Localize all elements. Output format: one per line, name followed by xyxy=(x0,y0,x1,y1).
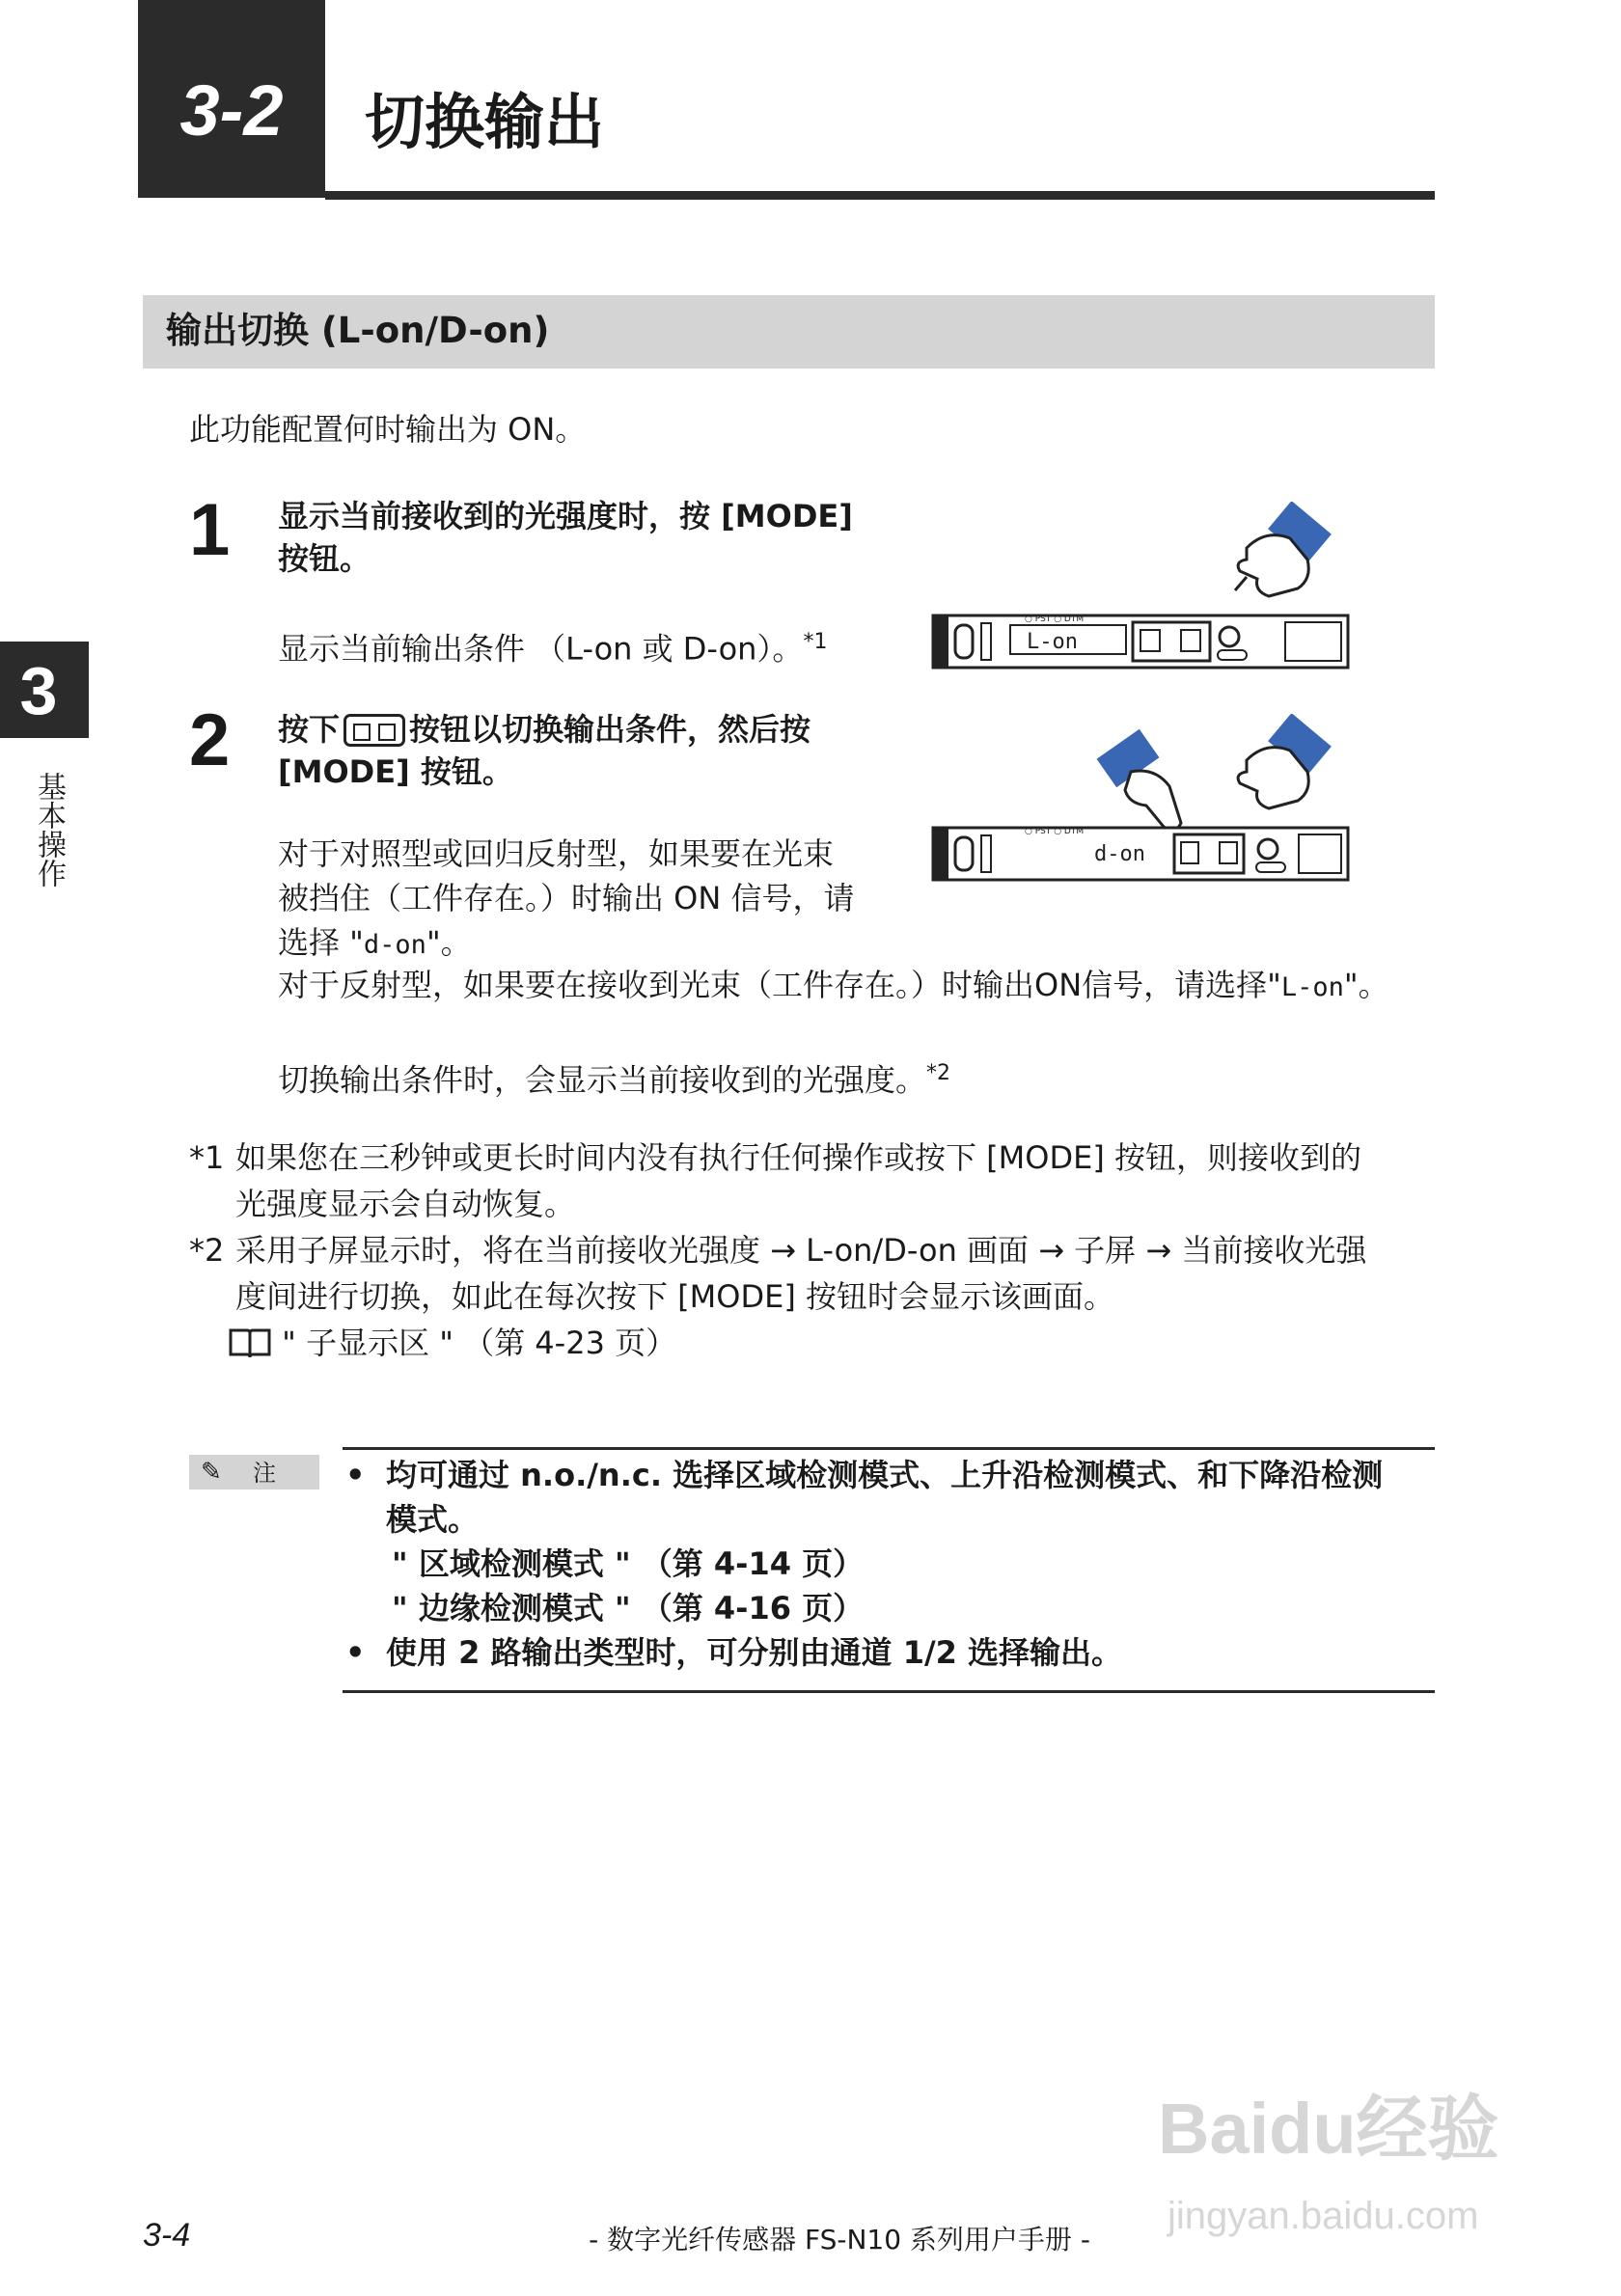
book-reference-icon xyxy=(228,1326,272,1359)
footer-title: - 数字光纤传感器 FS-N10 系列用户手册 - xyxy=(589,2224,1090,2255)
area-mode-reference[interactable]: " 区域检测模式 " （第 4-14 页） xyxy=(392,1545,865,1582)
hand-pointer-icon xyxy=(1235,502,1332,596)
note-content: • 均可通过 n.o./n.c. 选择区域检测模式、上升沿检测模式、和下降沿检测 模式。 " 区域检测模式 " （第 4-14 页） " 边缘检测模式 " （第 4-16 页） • 使用 2 路输出类型时，可分别由通道 1/2 选择输出。 xyxy=(345,1457,1384,1671)
up-down-button-icon xyxy=(343,714,405,747)
side-chapter-number: 3 xyxy=(19,653,58,728)
footnote-2: *2 采用子屏显示时，将在当前接收光强度 → L-on/D-on 画面 → 子屏 → 当前接收光强 度间进行切换，如此在每次按下 [MODE] 按钮时会显示该画面。 " 子显示区 " （第 4-23 页） xyxy=(189,1232,1367,1361)
step-2-heading: 按下 按钮以切换输出条件，然后按 [MODE] 按钮。 xyxy=(278,711,811,790)
hand-pointer-left-icon xyxy=(1097,729,1181,830)
chapter-rule xyxy=(325,191,1435,200)
chapter-title: 切换输出 xyxy=(365,87,605,157)
sensor-mode-press-illustration xyxy=(928,502,1353,675)
step-2-paragraph-2: 对于反射型，如果要在接收到光束（工件存在。）时输出ON信号，请选择"L-on"。 xyxy=(278,967,1389,1003)
svg-text:○ PST ○ DTM: ○ PST ○ DTM xyxy=(1025,615,1085,624)
display-readout: d-on xyxy=(1094,842,1145,866)
watermark-logo: Baidu经验 xyxy=(1158,2089,1499,2169)
step-2-number: 2 xyxy=(189,699,231,781)
step-1-number: 1 xyxy=(189,489,231,571)
section-title: 输出切换 (L-on/D-on) xyxy=(166,310,550,351)
step-1-heading: 显示当前接收到的光强度时，按 [MODE] 按钮。 xyxy=(278,498,853,577)
sensor-switch-press-illustration xyxy=(928,714,1353,888)
footnote-1: *1 如果您在三秒钟或更长时间内没有执行任何操作或按下 [MODE] 按钮，则接收到的 光强度显示会自动恢复。 xyxy=(189,1139,1361,1222)
page-number: 3-4 xyxy=(143,2217,191,2254)
sensor-body xyxy=(933,827,1348,880)
chapter-number: 3-2 xyxy=(179,70,284,150)
note-label: 注 xyxy=(253,1460,276,1487)
pencil-icon: ✎ xyxy=(201,1458,222,1487)
edge-mode-reference[interactable]: " 边缘检测模式 " （第 4-16 页） xyxy=(392,1590,865,1626)
note-top-rule xyxy=(343,1447,1435,1450)
subdisplay-page-reference[interactable]: " 子显示区 " （第 4-23 页） xyxy=(282,1325,677,1361)
intro-text: 此功能配置何时输出为 ON。 xyxy=(189,411,587,448)
note-bottom-rule xyxy=(343,1690,1435,1693)
sensor-body xyxy=(933,615,1348,668)
display-readout: L-on xyxy=(1027,630,1078,654)
watermark-url: jingyan.baidu.com xyxy=(1168,2195,1479,2237)
step-2-paragraph-3: 切换输出条件时，会显示当前接收到的光强度。$^{*2}$ xyxy=(278,1061,951,1099)
step-2-paragraph-1: 对于对照型或回归反射型，如果要在光束 被挡住（工件存在。）时输出 ON 信号，请 选择 "d-on"。 xyxy=(278,835,855,961)
svg-text:○ PST ○ DTM: ○ PST ○ DTM xyxy=(1025,827,1085,836)
side-chapter-label: 基本操作 xyxy=(32,772,66,888)
hand-pointer-right-icon xyxy=(1238,714,1332,808)
step-1-description: 显示当前输出条件 （L-on 或 D-on）。$^{*1}$ xyxy=(278,630,828,668)
